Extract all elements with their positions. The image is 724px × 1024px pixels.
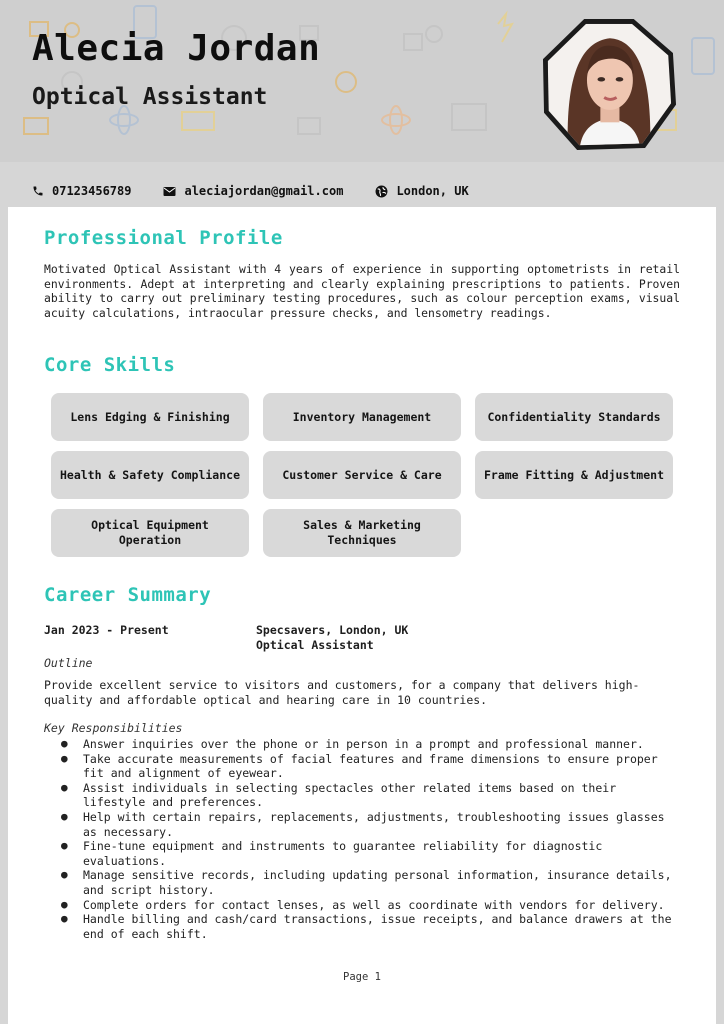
header-banner [0,0,724,162]
skill-chip: Health & Safety Compliance [51,451,249,499]
envelope-icon [163,186,176,197]
phone-icon [32,185,44,197]
skill-chip: Inventory Management [263,393,461,441]
job-role: Optical Assistant [256,638,374,652]
contact-email[interactable] [163,184,343,198]
list-item: ● Handle billing and cash/card transactions, issue receipts, and balance drawers at the end of each shift. [61,912,672,941]
career-heading: Career Summary [44,584,212,606]
contact-location [375,184,468,198]
list-item: ● Take accurate measurements of facial features and frame dimensions to ensure proper fit and alignment of eyewear. [61,751,658,781]
page-number: Page 1 [343,971,381,983]
skill-chip: Customer Service & Care [263,451,461,499]
phone-number: 07123456789 [52,184,132,198]
profile-text: Motivated Optical Assistant with 4 years of experience in supporting optometrists in retail environments. Adept at interpreting and clearly explaining prescriptions to patients. Proven ability to carry out preliminary testing procedures, such as colour perception exams, visual acuity calculations, intraocular pressure checks, and lensometry readings. [44,262,680,321]
list-item: ● Assist individuals in selecting spectacles other related items based on their lifestyle and preferences. [61,780,617,810]
contact-phone[interactable] [32,184,131,198]
contact-bar [0,176,724,206]
skill-chip: Frame Fitting & Adjustment [475,451,673,499]
responsibilities-label: Key Responsibilities [44,721,183,735]
responsibilities-list [44,737,684,941]
list-item: ● Manage sensitive records, including updating personal information, insurance details, and script history. [61,868,672,897]
candidate-job-title: Optical Assistant [32,84,268,110]
list-item: ● Fine-tune equipment and instruments to guarantee reliability for diagnostic evaluations. [61,839,603,868]
outline-text: Provide excellent service to visitors and customers, for a company that delivers high-quality and affordable optical and hearing care in 10 countries. [44,678,640,707]
skill-chip: Lens Edging & Finishing [51,393,249,441]
location-text: London, UK [396,184,469,198]
globe-icon [375,185,388,198]
skill-chip: Sales & Marketing Techniques [263,509,461,557]
skills-heading: Core Skills [44,354,176,376]
list-item: ● Complete orders for contact lenses, as well as coordinate with vendors for delivery. [61,897,665,912]
profile-photo [540,18,678,154]
skills-grid [51,393,675,557]
profile-heading: Professional Profile [44,227,283,249]
candidate-name: Alecia Jordan [32,28,321,69]
job-employer [256,623,408,653]
resume-page [8,207,716,1024]
email-address: aleciajordan@gmail.com [184,184,344,198]
job-company: Specsavers, London, UK [256,623,409,637]
skill-chip: Confidentiality Standards [475,393,673,441]
outline-label: Outline [44,656,93,670]
job-dates: Jan 2023 - Present [44,623,169,637]
skill-chip: Optical Equipment Operation [51,509,249,557]
list-item: ● Answer inquiries over the phone or in person in a prompt and professional manner. [61,737,644,751]
list-item: ● Help with certain repairs, replacements, adjustments, troubleshooting issues glasses as necessary. [61,809,665,839]
